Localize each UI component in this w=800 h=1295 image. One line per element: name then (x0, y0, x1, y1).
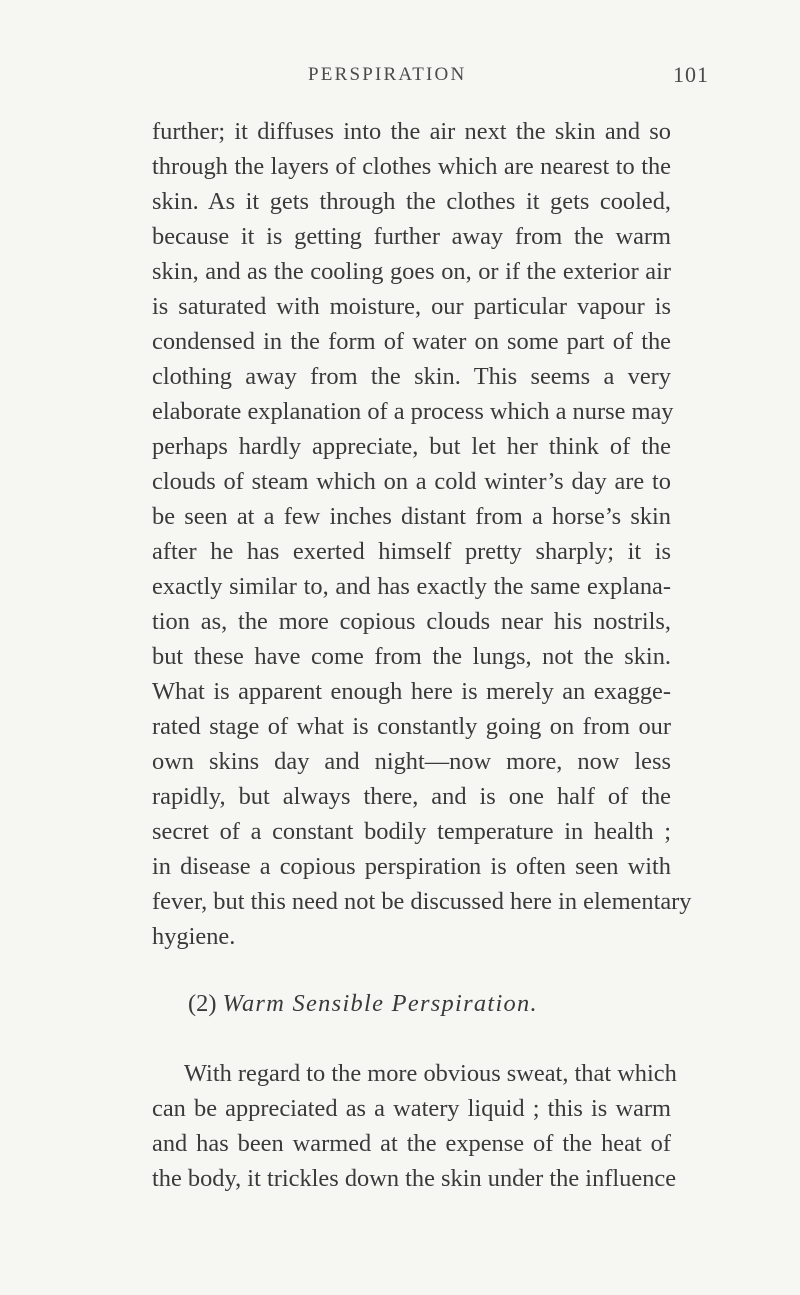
text-line: exactly similar to, and has exactly the same explana- (152, 573, 671, 600)
text-line: rapidly, but always there, and is one half of the (152, 783, 671, 810)
text-line: and has been warmed at the expense of the heat of (152, 1130, 671, 1157)
text-line: is saturated with moisture, our particular vapour is (152, 293, 671, 320)
text-line: own skins day and night—now more, now less (152, 748, 671, 775)
section-number: (2) (188, 990, 217, 1017)
text-line: through the layers of clothes which are nearest to the (152, 153, 671, 180)
text-line: because it is getting further away from the warm (152, 223, 671, 250)
section-title: Warm Sensible Perspiration. (222, 990, 538, 1017)
text-line: be seen at a few inches distant from a horse’s skin (152, 503, 671, 530)
text-line: hygiene. (152, 923, 236, 950)
text-line: further; it diffuses into the air next the skin and so (152, 118, 671, 145)
section-heading (188, 987, 538, 1021)
text-line: secret of a constant bodily temperature in health ; (152, 818, 671, 845)
text-line: after he has exerted himself pretty sharply; it is (152, 538, 671, 565)
text-line: the body, it trickles down the skin under the influence (152, 1165, 677, 1192)
text-line: perhaps hardly appreciate, but let her think of the (152, 433, 671, 460)
page-number: 101 (673, 62, 709, 87)
text-line: skin. As it gets through the clothes it gets cooled, (152, 188, 671, 215)
text-line: elaborate explanation of a process which a nurse may (152, 398, 674, 425)
text-line: but these have come from the lungs, not the skin. (152, 643, 671, 670)
text-line: fever, but this need not be discussed here in elementary (152, 888, 692, 915)
text-line: can be appreciated as a watery liquid ; this is warm (152, 1095, 671, 1122)
text-line: rated stage of what is constantly going on from our (152, 713, 671, 740)
running-title: PERSPIRATION (308, 64, 467, 85)
text-line: tion as, the more copious clouds near his nostrils, (152, 608, 671, 635)
text-line: condensed in the form of water on some part of the (152, 328, 671, 355)
text-line: clothing away from the skin. This seems a very (152, 363, 671, 390)
text-line: What is apparent enough here is merely an exagge- (152, 678, 671, 705)
text-line: With regard to the more obvious sweat, that which (184, 1060, 677, 1087)
text-line: clouds of steam which on a cold winter’s day are to (152, 468, 671, 495)
running-head (0, 64, 800, 94)
text-line: skin, and as the cooling goes on, or if the exterior air (152, 258, 671, 285)
text-line: in disease a copious perspiration is often seen with (152, 853, 671, 880)
